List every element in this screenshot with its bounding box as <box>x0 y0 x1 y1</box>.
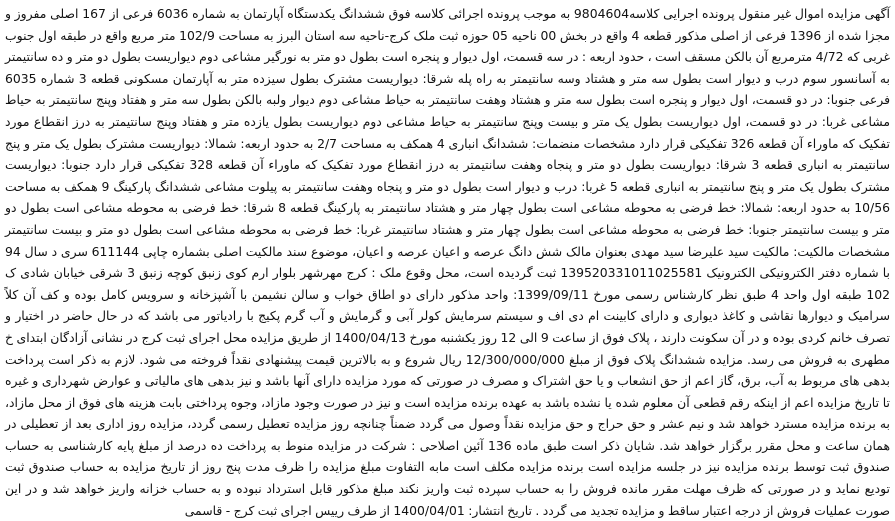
notice-body-text: آگهی مزایده اموال غیر منقول پرونده اجرایی کلاسه9804604 به موجب پرونده اجرائی کلاسه فوق ششدانگ یکدستگاه آپارتمان به شماره 6036 فرعی از 167 اصلی مفروز و مجزا شده از 1396 فرعی از اصلی مذکور قطعه 4 واقع در بخش 00 ناحیه 05 حوزه ثبت ملک کرج-ناحیه سه استان البرز به مساحت 102/9 متر مربع واقع در طبقه اول جنوب غربی که 4/72 مترمربع آن بالکن مسقف است ، حدود اربعه : در سه قسمت، اول دیوار و پنجره است بطول دو متر به نورگیر مشاعی دوم دیواریست بطول دو متر و ده سانتیمتر به آسانسور سوم درب و دیوار است بطول سه متر و هشتاد وسه سانتیمتر به راه پله شرقا: دیواریست مشترک بطول سیزده متر به آپارتمان مسکونی قطعه 3 شماره 6035 فرعی جنوبا: در دو قسمت، اول دیوار و پنجره است بطول سه متر و هشتاد وهفت سانتیمتر به حیاط مشاعی دوم دیوار ولبه بالکن بطول سه متر و هفتاد وپنج سانتیمتر به حیاط مشاعی غربا: در دو قسمت، اول دیواریست بطول یک متر و بیست وپنج سانتیمتر به حیاط مشاعی دوم دیواریست بطول یازده متر و هفتاد وپنج سانتیمتر به درز انقطاع مورد تفکیک که ماوراء آن قطعه 326 تفکیکی قرار دارد مشخصات منضمات: ششدانگ انباری 4 همکف به مساحت 2/7 به حدود اربعه: شمالا: دیواریست مشترک بطول یک متر و پنج سانتیمتر به انباری قطعه 3 شرقا: دیواریست بطول دو متر و پنجاه وهفت سانتیمتر به درز انقطاع مورد تفکیک که ماوراء آن قطعه 328 تفکیکی قرار دارد جنوبا: دیواریست مشترک بطول یک متر و پنج سانتیمتر به انباری قطعه 5 غربا: درب و دیوار است بطول دو متر و پنجاه وهفت سانتیمتر به پیلوت مشاعی ششدانگ پارکینگ 9 همکف به مساحت 10/56 به حدود اربعه: شمالا: خط فرضی به محوطه مشاعی است بطول چهار متر و هشتاد سانتیمتر به پارکینگ قطعه 8 شرقا: خط فرضی به محوطه مشاعی است بطول دو متر و بیست سانتیمتر جنوبا: خط فرضی به محوطه مشاعی است بطول چهار متر و هشتاد سانتیمتر غربا: خط فرضی به محوطه مشاعی است بطول دو متر و بیست سانتیمتر مشخصات مالکیت: مالکیت سید علیرضا سید مهدی بعنوان مالک شش دانگ عرصه و اعیان عرصه و اعیان، موضوع سند مالکیت اصلی بشماره چاپی 611144 سری د سال 94 با شماره دفتر الکترونیکی الکترونیک 139520331011025581 ثبت گردیده است، محل وقوع ملک : کرج مهرشهر بلوار ارم کوی زنبق کوچه زنبق 3 شرقی خیابان شادی ک 102 طبقه اول واحد 4 طبق نظر کارشناس رسمی مورخ 1399/09/11: واحد مذکور دارای دو اطاق خواب و سالن نشیمن با آشپزخانه و سرویس کامل بوده و کف آن کلاً سرامیک و دیوارها نقاشی و کاغذ دیواری و دارای کابینت ام دی اف و سیستم سرمایش کولر آبی و گرمایش و آب گرم پکیج با رادیاتور می باشد که در حال حاضر در اختیار و تصرف خانم کردی بوده و در آن سکونت دارند ، پلاک فوق از ساعت 9 الی 12 روز یکشنبه مورخ 1400/04/13 از طریق مزایده محل اجرای ثبت کرج در نشانی آزادگان ابتدای خ مطهری به فروش می رسد. مزایده ششدانگ پلاک فوق از مبلغ 12/300/000/000 ریال شروع و به بالاترین قیمت پیشنهادی نقداً فروخته می شود. لازم به ذکر است پرداخت بدهی های مربوط به آب، برق، گاز اعم از حق انشعاب و یا حق اشتراک و مصرف در صورتی که مورد مزایده دارای آنها باشد و نیز بدهی های مالیاتی و عوارض شهرداری و غیره تا تاریخ مزایده اعم از اینکه رقم قطعی آن معلوم شده یا نشده باشد به عهده برنده مزایده است و نیز در صورت وجود مازاد، وجوه پرداختی بابت هزینه های فوق از محل مازاد، به برنده مزایده مسترد خواهد شد و نیم عشر و حق حراج و حق مزایده نقداً وصول می گردد ضمناً چنانچه روز مزایده تعطیل رسمی گردد، مزایده روز اداری بعد از تعطیلی در همان ساعت و محل مقرر برگزار خواهد شد. شایان ذکر است طبق ماده 136 آئین اصلاحی : شرکت در مزایده منوط به پرداخت ده درصد از مبلغ پایه کارشناسی به حساب صندوق ثبت توسط برنده مزایده نیز در جلسه مزایده است برنده مزایده مکلف است مابه التفاوت مبلغ مزایده را ظرف مدت پنج روز از تاریخ مزایده به حساب صندوق ثبت تودیع نماید و در صورتی که ظرف مهلت مقرر مانده فروش را به حساب سپرده ثبت واریز نکند مبلغ مذکور قابل استرداد نبوده و به حساب خزانه واریز خواهد شد و در این صورت عملیات فروش از درجه اعتبار ساقط و مزایده تجدید می گردد . تاریخ انتشار: 1400/04/01 از طرف رییس اجرای ثبت کرج - قاسمی <box>5 6 891 518</box>
